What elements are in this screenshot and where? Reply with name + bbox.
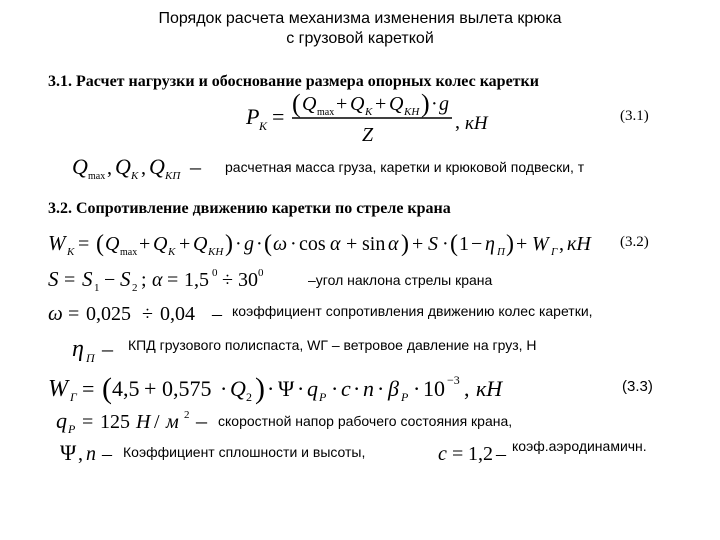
omega-definition: коэффициент сопротивления движению колес каретки, (232, 303, 593, 319)
svg-text:·: · (377, 376, 385, 401)
svg-text:м: м (166, 411, 179, 433)
svg-text:=: = (167, 269, 179, 291)
c-definition: коэф.аэродинамичн. (512, 438, 647, 454)
svg-text:α: α (388, 233, 399, 255)
svg-text:(: ( (96, 231, 104, 257)
formula-3-3 (48, 366, 578, 406)
svg-text:Q: Q (149, 154, 165, 179)
svg-text:2: 2 (246, 390, 252, 404)
svg-text:=: = (64, 269, 76, 291)
svg-text:2: 2 (184, 409, 190, 421)
svg-text:0,025: 0,025 (86, 303, 131, 325)
svg-text:Г: Г (70, 390, 77, 404)
symbol-eta (72, 332, 134, 364)
svg-text:c: c (341, 376, 351, 401)
svg-text:): ) (255, 372, 265, 405)
svg-text:n: n (363, 376, 374, 401)
svg-text:1: 1 (459, 233, 469, 255)
svg-text:KH: KH (404, 106, 420, 118)
svg-text:+: + (346, 233, 358, 255)
eta-definition: КПД грузового полиспаста, WГ – ветровое давление на груз, Н (128, 337, 537, 353)
svg-text:0,575: 0,575 (162, 376, 212, 401)
svg-text:Ψ: Ψ (278, 376, 295, 401)
svg-text:,: , (455, 111, 460, 133)
svg-text:П: П (497, 246, 505, 258)
svg-text:(: ( (102, 372, 112, 405)
svg-text:P: P (319, 390, 327, 404)
svg-text:Ψ: Ψ (60, 440, 77, 465)
svg-text:·: · (267, 376, 275, 401)
svg-text:1,2: 1,2 (468, 443, 493, 465)
q-definition: скоростной напор рабочего состояния крана, (218, 413, 513, 429)
svg-text:,: , (141, 157, 146, 179)
svg-text:–: – (212, 303, 222, 325)
svg-text:c: c (438, 443, 447, 465)
svg-text:KП: KП (165, 170, 181, 182)
svg-text:·: · (431, 93, 438, 115)
svg-text:,: , (78, 443, 83, 465)
svg-text:K: K (67, 246, 75, 258)
symbol-q-max-q-k-q-kp (72, 148, 222, 186)
symbol-psi-n (60, 436, 122, 468)
svg-text:cos: cos (299, 233, 326, 255)
svg-text:·: · (297, 376, 305, 401)
svg-text:P: P (68, 422, 76, 436)
svg-text:0,04: 0,04 (160, 303, 195, 325)
svg-text:кН: кН (476, 376, 503, 401)
svg-text:,: , (107, 157, 112, 179)
svg-text:10: 10 (423, 376, 445, 401)
svg-text:·: · (442, 233, 449, 255)
svg-text:125: 125 (100, 411, 130, 433)
formula-omega (48, 296, 238, 328)
svg-text:/: / (154, 411, 160, 433)
svg-text:1: 1 (94, 282, 100, 294)
svg-text:ω: ω (273, 233, 288, 255)
svg-text:S: S (82, 267, 93, 291)
svg-text:S: S (48, 267, 59, 291)
svg-text:=: = (78, 233, 90, 255)
svg-text:=: = (452, 443, 464, 465)
svg-text:α: α (152, 269, 163, 291)
svg-text:W: W (532, 233, 549, 255)
section-3-2-heading: 3.2. Сопротивление движению каретки по стреле крана (48, 200, 451, 217)
svg-text:=: = (68, 303, 80, 325)
svg-text:·: · (353, 376, 361, 401)
svg-text:): ) (421, 89, 430, 118)
svg-text:,: , (464, 376, 470, 401)
svg-text:кН: кН (465, 113, 488, 134)
svg-text:+: + (375, 93, 387, 115)
svg-text:P: P (401, 390, 409, 404)
svg-text:q: q (56, 408, 67, 433)
svg-text:S: S (120, 267, 131, 291)
svg-text:Q: Q (302, 93, 317, 115)
svg-text:–: – (496, 443, 506, 465)
svg-text:0: 0 (212, 267, 218, 279)
svg-text:Q: Q (153, 233, 168, 255)
svg-text:+: + (516, 233, 528, 255)
eq-number-3-2: (3.2) (620, 234, 649, 250)
svg-text:1,5: 1,5 (184, 269, 209, 291)
svg-text:g: g (244, 233, 254, 255)
svg-text:·: · (220, 376, 228, 401)
svg-text:·: · (331, 376, 339, 401)
svg-text:·: · (256, 233, 263, 255)
svg-text:0: 0 (258, 267, 264, 279)
eq-number-3-1: (3.1) (620, 108, 649, 124)
svg-text:Q: Q (115, 154, 131, 179)
svg-text:): ) (506, 231, 514, 257)
svg-text:P: P (246, 104, 260, 129)
svg-text:−: − (471, 233, 483, 255)
svg-text:·: · (290, 233, 297, 255)
svg-text:=: = (82, 376, 95, 401)
svg-text:–: – (190, 154, 201, 179)
svg-text:кН: кН (567, 233, 591, 255)
svg-text:g: g (439, 93, 449, 115)
formula-q-p (56, 404, 236, 436)
svg-text:Q: Q (193, 233, 208, 255)
svg-text:÷: ÷ (142, 303, 153, 325)
page-subtitle: с грузовой кареткой (286, 30, 434, 47)
svg-text:=: = (82, 411, 94, 433)
svg-text:): ) (401, 231, 409, 257)
svg-text:·: · (235, 233, 242, 255)
formula-3-2 (48, 226, 608, 260)
svg-text:(: ( (292, 89, 301, 118)
formula-3-1 (240, 86, 470, 148)
psi-definition: Коэффициент сплошности и высоты, (123, 444, 366, 460)
svg-text:(: ( (450, 231, 458, 257)
svg-text:4,5: 4,5 (112, 376, 140, 401)
section-3-1-heading: 3.1. Расчет нагрузки и обоснование размера опорных колес каретки (48, 73, 539, 90)
svg-text:+: + (144, 376, 157, 401)
svg-text:–: – (102, 336, 113, 361)
svg-text:+: + (179, 233, 191, 255)
svg-text:max: max (120, 247, 138, 258)
svg-text:Г: Г (551, 246, 558, 258)
svg-text:n: n (86, 443, 96, 465)
svg-text:Q: Q (350, 93, 365, 115)
definition-masses: расчетная масса груза, каретки и крюковой подвески, т (225, 159, 585, 175)
svg-text:,: , (559, 233, 564, 255)
svg-text:S: S (428, 233, 438, 255)
svg-text:+: + (139, 233, 151, 255)
formula-3-1-unit (463, 109, 499, 137)
svg-text:Q: Q (389, 93, 404, 115)
svg-text:·: · (413, 376, 421, 401)
formula-c (438, 436, 512, 468)
svg-text:W: W (48, 231, 66, 255)
svg-text:÷: ÷ (222, 269, 233, 291)
svg-text:K: K (259, 119, 268, 133)
svg-text:K: K (365, 106, 373, 118)
svg-text:П: П (86, 351, 95, 364)
svg-text:Q: Q (72, 154, 88, 179)
svg-text:α: α (330, 233, 341, 255)
svg-text:;: ; (141, 269, 147, 291)
svg-text:K: K (168, 246, 176, 258)
svg-text:+: + (336, 93, 348, 115)
svg-text:η: η (485, 233, 495, 255)
svg-text:max: max (88, 171, 106, 182)
eq-number-3-3: (3.3) (622, 378, 653, 395)
svg-text:K: K (131, 170, 139, 182)
svg-text:): ) (225, 231, 233, 257)
svg-text:(: ( (264, 231, 272, 257)
svg-text:KH: KH (208, 246, 224, 258)
svg-text:sin: sin (362, 233, 386, 255)
svg-text:−: − (104, 269, 116, 291)
svg-text:max: max (317, 107, 335, 118)
formula-s-alpha (48, 262, 310, 294)
svg-text:30: 30 (238, 269, 258, 291)
svg-text:Q: Q (105, 233, 120, 255)
svg-text:Н: Н (136, 411, 151, 433)
svg-text:−3: −3 (447, 373, 460, 387)
svg-text:W: W (48, 376, 68, 402)
svg-text:η: η (72, 336, 84, 362)
svg-text:+: + (412, 233, 424, 255)
svg-text:–: – (196, 408, 207, 433)
svg-text:2: 2 (132, 282, 138, 294)
page-title: Порядок расчета механизма изменения вылета крюка (158, 10, 562, 27)
svg-text:β: β (388, 376, 399, 401)
svg-text:Q: Q (230, 376, 246, 401)
svg-text:–: – (102, 443, 112, 465)
svg-text:ω: ω (48, 301, 63, 325)
svg-text:Z: Z (362, 124, 374, 146)
svg-text:=: = (272, 104, 285, 129)
alpha-definition: –угол наклона стрелы крана (308, 272, 493, 288)
svg-text:q: q (307, 376, 318, 401)
